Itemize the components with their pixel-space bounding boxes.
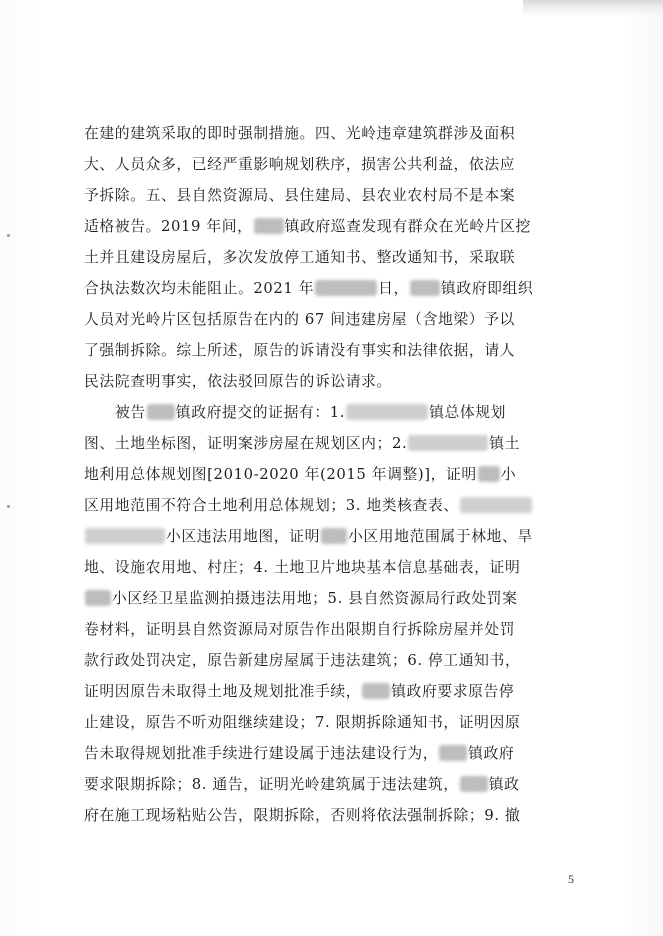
redaction-blur (478, 466, 500, 482)
text-line: 适格被告。2019 年间， 镇政府巡查发现有群众在光岭片区挖 (84, 218, 531, 235)
text-line: 府在施工现场粘贴公告，限期拆除，否则将依法强制拆除；9. 撤 (84, 807, 521, 824)
text-line: 小区违法用地图，证明 小区用地范围属于林地、旱 (84, 521, 588, 552)
text-line: 人员对光岭片区包括原告在内的 67 间违建房屋（含地梁）予以 (84, 311, 515, 328)
text-line: 款行政处罚决定，原告新建房屋属于违法建筑；6. 停工通知书， (84, 652, 521, 669)
text-line: 了强制拆除。综上所述，原告的诉请没有事实和法律依据，请人 (84, 342, 516, 359)
redaction-blur (439, 745, 467, 761)
redaction-blur (460, 497, 532, 513)
text-line: 土并且建设房屋后，多次发放停工通知书、整改通知书，采取联 (84, 249, 516, 266)
text-line: 地利用总体规划图[2010-2020 年(2015 年调整)]，证明 小 (84, 466, 517, 483)
margin-speck (7, 234, 10, 237)
text-line: 告未取得规划批准手续进行建设属于违法建设行为， 镇政府 (84, 745, 515, 762)
text-line: 区用地范围不符合土地利用总体规划；3. 地类核查表、 (84, 490, 588, 521)
redaction-blur (147, 404, 175, 420)
redaction-blur (408, 435, 488, 451)
text-line: 小区经卫星监测拍摄违法用地；5. 县自然资源局行政处罚案 (84, 583, 588, 614)
text-line: 地、设施农用地、村庄；4. 土地卫片地块基本信息基础表，证明 (84, 559, 521, 576)
document-body (84, 118, 588, 831)
redaction-blur (460, 776, 488, 792)
text-line: 被告 镇政府提交的证据有：1. 镇总体规划 (115, 404, 507, 421)
redaction-blur (346, 404, 428, 420)
margin-speck (7, 505, 10, 508)
text-line: 图、土地坐标图，证明案涉房屋在规划区内；2. 镇土 (84, 435, 521, 452)
scan-edge-shadow (523, 0, 663, 16)
text-line: 要求限期拆除；8. 通告，证明光岭建筑属于违法建筑， 镇政 (84, 776, 520, 793)
text-line: 证明因原告未取得土地及规划批准手续， 镇政府要求原告停 (84, 683, 515, 700)
text-line: 合执法数次均未能阻止。2021 年 日， 镇政府即组织 (84, 280, 534, 297)
redaction-blur (410, 280, 440, 296)
redaction-blur (315, 280, 377, 296)
redaction-blur (254, 218, 284, 234)
redaction-blur (362, 683, 390, 699)
text-line: 卷材料，证明县自然资源局对原告作出限期自行拆除房屋并处罚 (84, 621, 516, 638)
text-line: 予拆除。五、县自然资源局、县住建局、县农业农村局不是本案 (84, 187, 516, 204)
text-line: 在建的建筑采取的即时强制措施。四、光岭违章建筑群涉及面积 (84, 125, 516, 142)
text-line: 民法院查明事实，依法驳回原告的诉讼请求。 (84, 373, 392, 390)
text-line: 大、人员众多，已经严重影响规划秩序，损害公共利益，依法应 (84, 156, 516, 173)
redaction-blur (85, 528, 165, 544)
redaction-blur (85, 590, 111, 606)
page-number: 5 (568, 872, 574, 886)
redaction-blur (321, 528, 347, 544)
text-line: 止建设，原告不听劝阻继续建设；7. 限期拆除通知书，证明因原 (84, 714, 521, 731)
